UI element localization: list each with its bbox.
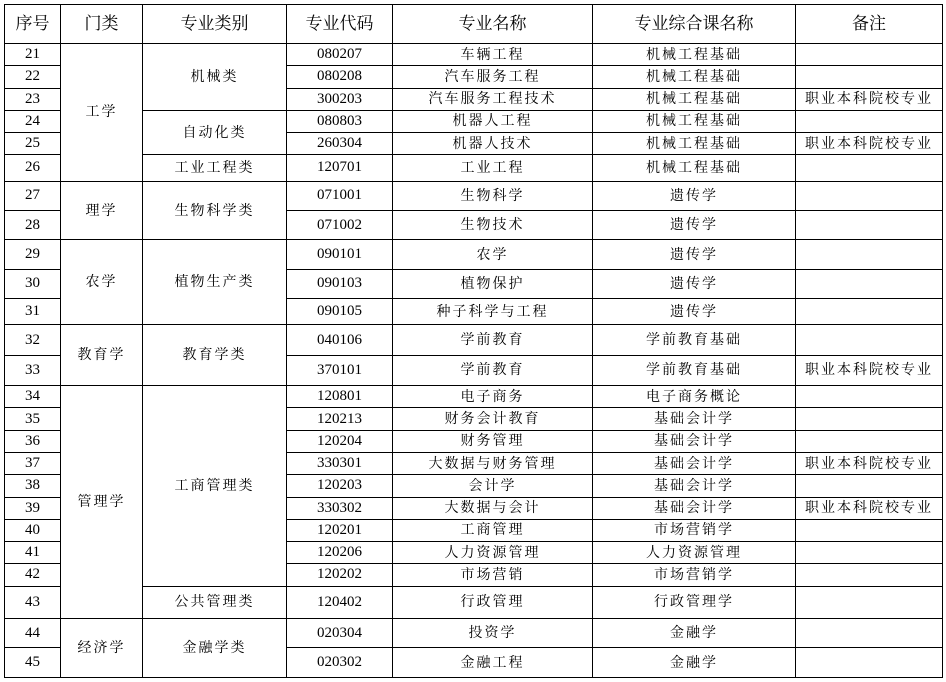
course-name: 基础会计学 (593, 452, 796, 474)
header-name: 专业名称 (393, 5, 593, 44)
note (796, 211, 943, 240)
note (796, 155, 943, 181)
course-name: 遗传学 (593, 211, 796, 240)
row-no: 29 (5, 240, 61, 269)
header-code: 专业代码 (287, 5, 393, 44)
major-code: 260304 (287, 133, 393, 155)
major-name: 机器人工程 (393, 110, 593, 132)
major-name: 农学 (393, 240, 593, 269)
major-code: 330301 (287, 452, 393, 474)
major-code: 300203 (287, 88, 393, 110)
table-row (5, 181, 943, 210)
course-name: 机械工程基础 (593, 66, 796, 88)
table-row (5, 325, 943, 355)
major-code: 040106 (287, 325, 393, 355)
course-name: 遗传学 (593, 181, 796, 210)
note (796, 386, 943, 408)
course-name: 遗传学 (593, 299, 796, 325)
major-code: 120203 (287, 475, 393, 497)
major-name: 财务会计教育 (393, 408, 593, 430)
course-name: 基础会计学 (593, 430, 796, 452)
note (796, 325, 943, 355)
note: 职业本科院校专业 (796, 497, 943, 519)
major-name: 市场营销 (393, 564, 593, 586)
note (796, 648, 943, 678)
course-name: 金融学 (593, 648, 796, 678)
major-code: 120801 (287, 386, 393, 408)
major-name: 电子商务 (393, 386, 593, 408)
course-name: 遗传学 (593, 240, 796, 269)
row-no: 22 (5, 66, 61, 88)
note (796, 475, 943, 497)
note (796, 299, 943, 325)
row-no: 23 (5, 88, 61, 110)
major-code: 120206 (287, 542, 393, 564)
note: 职业本科院校专业 (796, 452, 943, 474)
row-no: 24 (5, 110, 61, 132)
note (796, 542, 943, 564)
row-no: 38 (5, 475, 61, 497)
note: 职业本科院校专业 (796, 133, 943, 155)
major-code: 090101 (287, 240, 393, 269)
course-name: 机械工程基础 (593, 133, 796, 155)
row-no: 40 (5, 519, 61, 541)
major-name: 工业工程 (393, 155, 593, 181)
category-cell: 教育学 (61, 325, 143, 386)
major-code: 020302 (287, 648, 393, 678)
note (796, 586, 943, 618)
header-subcategory: 专业类别 (143, 5, 287, 44)
major-code: 071001 (287, 181, 393, 210)
row-no: 39 (5, 497, 61, 519)
major-name: 会计学 (393, 475, 593, 497)
course-name: 学前教育基础 (593, 325, 796, 355)
subcategory-cell: 工商管理类 (143, 386, 287, 586)
major-name: 行政管理 (393, 586, 593, 618)
course-name: 市场营销学 (593, 564, 796, 586)
note (796, 430, 943, 452)
note: 职业本科院校专业 (796, 355, 943, 385)
major-code: 120202 (287, 564, 393, 586)
major-code: 120402 (287, 586, 393, 618)
major-code: 080207 (287, 44, 393, 66)
row-no: 30 (5, 269, 61, 298)
note (796, 66, 943, 88)
major-code: 120701 (287, 155, 393, 181)
table-row (5, 155, 943, 181)
course-name: 金融学 (593, 618, 796, 647)
header-no: 序号 (5, 5, 61, 44)
major-name: 金融工程 (393, 648, 593, 678)
table-row (5, 386, 943, 408)
major-name: 汽车服务工程技术 (393, 88, 593, 110)
subcategory-cell: 机械类 (143, 44, 287, 111)
course-name: 遗传学 (593, 269, 796, 298)
course-name: 机械工程基础 (593, 155, 796, 181)
majors-table (4, 4, 943, 678)
major-name: 机器人技术 (393, 133, 593, 155)
table-row (5, 110, 943, 132)
header-row (5, 5, 943, 44)
major-name: 大数据与财务管理 (393, 452, 593, 474)
course-name: 基础会计学 (593, 408, 796, 430)
category-cell: 经济学 (61, 618, 143, 677)
subcategory-cell: 工业工程类 (143, 155, 287, 181)
note (796, 269, 943, 298)
note (796, 110, 943, 132)
course-name: 机械工程基础 (593, 44, 796, 66)
major-name: 学前教育 (393, 355, 593, 385)
major-code: 071002 (287, 211, 393, 240)
table-row (5, 586, 943, 618)
row-no: 27 (5, 181, 61, 210)
row-no: 45 (5, 648, 61, 678)
note (796, 240, 943, 269)
subcategory-cell: 生物科学类 (143, 181, 287, 240)
header-course: 专业综合课名称 (593, 5, 796, 44)
major-name: 生物科学 (393, 181, 593, 210)
course-name: 行政管理学 (593, 586, 796, 618)
course-name: 学前教育基础 (593, 355, 796, 385)
row-no: 34 (5, 386, 61, 408)
note (796, 519, 943, 541)
major-name: 投资学 (393, 618, 593, 647)
note (796, 564, 943, 586)
course-name: 电子商务概论 (593, 386, 796, 408)
major-name: 生物技术 (393, 211, 593, 240)
major-code: 090103 (287, 269, 393, 298)
category-cell: 理学 (61, 181, 143, 240)
row-no: 33 (5, 355, 61, 385)
major-name: 车辆工程 (393, 44, 593, 66)
subcategory-cell: 教育学类 (143, 325, 287, 386)
major-code: 090105 (287, 299, 393, 325)
major-code: 120213 (287, 408, 393, 430)
category-cell: 工学 (61, 44, 143, 182)
row-no: 44 (5, 618, 61, 647)
row-no: 32 (5, 325, 61, 355)
table-row (5, 44, 943, 66)
major-name: 大数据与会计 (393, 497, 593, 519)
note: 职业本科院校专业 (796, 88, 943, 110)
table-row (5, 618, 943, 647)
row-no: 41 (5, 542, 61, 564)
major-name: 植物保护 (393, 269, 593, 298)
note (796, 44, 943, 66)
course-name: 基础会计学 (593, 475, 796, 497)
major-code: 080208 (287, 66, 393, 88)
major-name: 人力资源管理 (393, 542, 593, 564)
row-no: 37 (5, 452, 61, 474)
category-cell: 管理学 (61, 386, 143, 619)
major-code: 120201 (287, 519, 393, 541)
major-code: 020304 (287, 618, 393, 647)
major-code: 330302 (287, 497, 393, 519)
major-name: 种子科学与工程 (393, 299, 593, 325)
row-no: 35 (5, 408, 61, 430)
major-name: 汽车服务工程 (393, 66, 593, 88)
major-name: 财务管理 (393, 430, 593, 452)
course-name: 市场营销学 (593, 519, 796, 541)
row-no: 28 (5, 211, 61, 240)
subcategory-cell: 金融学类 (143, 618, 287, 677)
note (796, 181, 943, 210)
header-note: 备注 (796, 5, 943, 44)
row-no: 31 (5, 299, 61, 325)
row-no: 21 (5, 44, 61, 66)
row-no: 26 (5, 155, 61, 181)
major-code: 080803 (287, 110, 393, 132)
major-code: 120204 (287, 430, 393, 452)
table-row (5, 240, 943, 269)
note (796, 408, 943, 430)
subcategory-cell: 植物生产类 (143, 240, 287, 325)
category-cell: 农学 (61, 240, 143, 325)
course-name: 机械工程基础 (593, 88, 796, 110)
row-no: 42 (5, 564, 61, 586)
note (796, 618, 943, 647)
course-name: 机械工程基础 (593, 110, 796, 132)
row-no: 36 (5, 430, 61, 452)
course-name: 基础会计学 (593, 497, 796, 519)
course-name: 人力资源管理 (593, 542, 796, 564)
row-no: 25 (5, 133, 61, 155)
subcategory-cell: 公共管理类 (143, 586, 287, 618)
major-name: 工商管理 (393, 519, 593, 541)
major-name: 学前教育 (393, 325, 593, 355)
major-code: 370101 (287, 355, 393, 385)
header-category: 门类 (61, 5, 143, 44)
subcategory-cell: 自动化类 (143, 110, 287, 155)
row-no: 43 (5, 586, 61, 618)
